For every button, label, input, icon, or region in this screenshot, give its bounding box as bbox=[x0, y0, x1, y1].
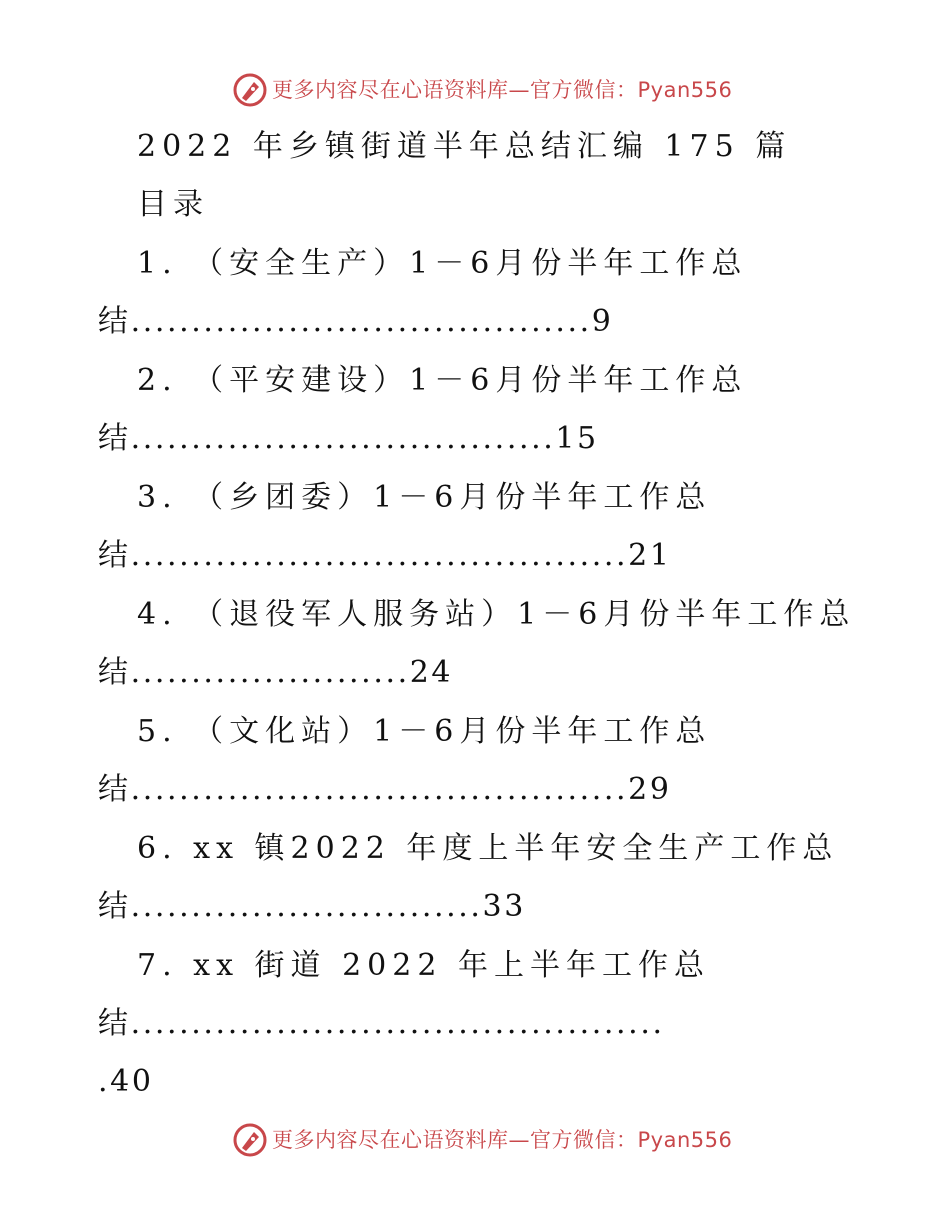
toc-entry-leader: 结.............................33 bbox=[98, 889, 526, 924]
toc-entry-leader: 结.........................................21 bbox=[98, 538, 672, 573]
toc-entry-leader: 结.......................24 bbox=[98, 655, 454, 690]
toc-entry-leader: 结.........................................29 bbox=[98, 772, 672, 807]
toc-entry-title: 7. xx 街道 2022 年上半年工作总 bbox=[137, 948, 710, 983]
toc-entry-title: 4. （退役军人服务站）1－6月份半年工作总 bbox=[137, 597, 856, 632]
pen-nib-logo bbox=[232, 72, 268, 108]
toc-entry-title: 3. （乡团委）1－6月份半年工作总 bbox=[137, 480, 712, 515]
toc-entry-title: 5. （文化站）1－6月份半年工作总 bbox=[137, 714, 712, 749]
watermark-text: 更多内容尽在心语资料库—官方微信：Pyan556 bbox=[272, 78, 733, 102]
toc-entry-title: 6. xx 镇2022 年度上半年安全生产工作总 bbox=[137, 831, 839, 866]
toc-entry-title: 2. （平安建设）1－6月份半年工作总 bbox=[137, 363, 748, 398]
toc-entry-leader: 结......................................9 bbox=[98, 304, 614, 339]
watermark-text: 更多内容尽在心语资料库—官方微信：Pyan556 bbox=[272, 1128, 733, 1152]
toc-entry-page: .40 bbox=[98, 1064, 154, 1099]
toc-heading: 目录 bbox=[137, 187, 209, 222]
watermark-banner-top bbox=[0, 70, 950, 110]
toc-entry-leader: 结...................................15 bbox=[98, 421, 599, 456]
document-title: 2022 年乡镇街道半年总结汇编 175 篇 bbox=[137, 129, 792, 164]
toc-entry-leader: 结............................................ bbox=[98, 1006, 665, 1041]
pen-nib-logo bbox=[232, 1122, 268, 1158]
toc-entry-title: 1. （安全生产）1－6月份半年工作总 bbox=[137, 246, 748, 281]
watermark-banner-bottom bbox=[0, 1120, 950, 1160]
